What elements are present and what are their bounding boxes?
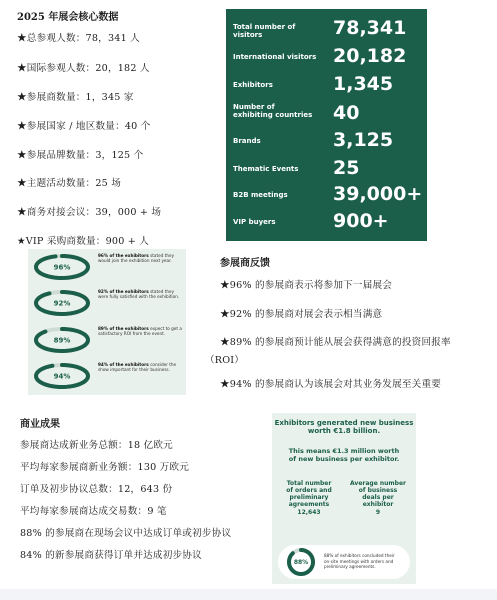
core-stat-brands: ★参展品牌数量：3，125 个 xyxy=(17,150,144,161)
survey-text-rest: stated they would join the exhibition next year. xyxy=(98,253,175,263)
panel-row-vip-buyers xyxy=(226,209,427,235)
panel-value: 900+ xyxy=(333,210,389,232)
panel-value: 39,000+ xyxy=(333,183,423,205)
panel-label: Total number of visitors xyxy=(233,23,296,39)
survey-text-lead: 89% of the exhibitors xyxy=(98,326,149,331)
survey-text-lead: 92% of the exhibitors xyxy=(98,289,149,294)
business-card xyxy=(272,413,416,584)
panel-value: 40 xyxy=(333,102,360,124)
feedback-item: ★96% 的参展商表示将参加下一届展会 xyxy=(220,280,393,291)
panel-value: 1,345 xyxy=(333,73,394,95)
survey-text xyxy=(98,326,184,336)
panel-row-international-visitors xyxy=(226,43,427,69)
survey-text-rest: stated they were fully satisfied with the exhibition. xyxy=(98,289,180,299)
panel-value: 3,125 xyxy=(333,129,394,151)
survey-text-lead: 94% of the exhibitors xyxy=(98,362,149,367)
panel-value: 78,341 xyxy=(333,17,407,39)
panel-row-brands xyxy=(226,127,427,153)
feedback-item: ★92% 的参展商对展会表示相当满意 xyxy=(220,309,383,320)
biz-right-label-4: exhibitor xyxy=(362,501,394,508)
biz-pill-text-2: on-site meetings with orders and xyxy=(324,558,394,564)
survey-row xyxy=(28,249,186,285)
core-stat-vip-buyers: ★VIP 采购商数量：900 + 人 xyxy=(17,236,150,247)
biz-sub-1: This means €1.3 million worth xyxy=(288,447,400,455)
biz-right-label-3: deals per xyxy=(362,494,394,501)
feedback-item-roi: （ROI） xyxy=(205,355,245,366)
panel-label: Brands xyxy=(233,137,261,145)
business-title: 商业成果 xyxy=(20,419,60,430)
biz-right-label-1: Average number xyxy=(350,480,406,487)
core-stat-b2b-meetings: ★商务对接会议：39，000 + 场 xyxy=(17,207,162,218)
survey-text-rest: expect to get a satisfactory ROI from the event. xyxy=(98,326,182,336)
core-stat-total-visitors: ★总参观人数：78，341 人 xyxy=(17,33,140,44)
business-item: 订单及初步协议总数：12，643 份 xyxy=(20,484,173,495)
core-stat-exhibitors: ★参展商数量：1，345 家 xyxy=(17,92,134,103)
panel-label: International visitors xyxy=(233,53,317,61)
survey-ring xyxy=(31,288,95,318)
biz-right-label-2: of business xyxy=(358,487,398,494)
feedback-title: 参展商反馈 xyxy=(220,258,270,269)
survey-ring xyxy=(31,252,95,282)
core-data-title: 2025 年展会核心数据 xyxy=(17,12,119,23)
survey-row xyxy=(28,358,186,394)
business-item: 平均每家参展商达成交易数：9 笔 xyxy=(20,506,167,517)
feedback-item: ★89% 的参展商预计能从展会获得满意的投资回报率 xyxy=(220,337,451,348)
panel-value: 25 xyxy=(333,157,360,179)
survey-text xyxy=(98,253,184,263)
biz-left-label-2: of orders and xyxy=(286,487,332,494)
biz-left-label-3: preliminary xyxy=(289,494,329,501)
survey-text xyxy=(98,362,184,372)
biz-sub-2: of new business per exhibitor. xyxy=(288,455,400,463)
biz-pill-ring xyxy=(286,547,316,577)
biz-left-value: 12,643 xyxy=(297,509,321,516)
biz-pill-text-1: 88% of exhibitors concluded their xyxy=(324,553,395,558)
survey-text xyxy=(98,289,184,299)
business-item: 84% 的新参展商获得订单并达成初步协议 xyxy=(20,550,202,561)
biz-headline-2: worth €1.8 billion. xyxy=(307,427,381,435)
panel-row-total-visitors xyxy=(226,15,427,41)
feedback-item: ★94% 的参展商认为该展会对其业务发展至关重要 xyxy=(220,379,442,390)
biz-left-label-4: agreements xyxy=(288,501,330,508)
panel-value: 20,182 xyxy=(333,45,407,67)
business-item: 平均每家参展商新业务额：130 万欧元 xyxy=(20,462,190,473)
ring-percent-label: 94% xyxy=(53,372,71,381)
stats-panel xyxy=(226,9,427,241)
panel-row-thematic-events xyxy=(226,155,427,181)
biz-pill xyxy=(278,545,410,579)
biz-right-value: 9 xyxy=(375,509,381,516)
survey-ring xyxy=(31,361,95,391)
survey-ring xyxy=(31,325,95,355)
biz-pill-text-3: preliminary agreements. xyxy=(324,564,376,569)
survey-card xyxy=(28,249,186,395)
survey-text-lead: 96% of the exhibitors xyxy=(98,253,149,258)
panel-label: VIP buyers xyxy=(233,218,276,226)
core-stat-countries: ★参展国家 / 地区数量：40 个 xyxy=(17,121,151,132)
panel-row-countries xyxy=(226,99,427,127)
core-stat-events: ★主题活动数量：25 场 xyxy=(17,178,122,189)
panel-label: Thematic Events xyxy=(233,165,299,173)
footer-bar xyxy=(0,589,497,600)
ring-percent-label: 89% xyxy=(53,336,71,345)
ring-percent-label: 96% xyxy=(53,263,71,272)
survey-row xyxy=(28,285,186,321)
biz-headline-1: Exhibitors generated new business xyxy=(274,419,414,427)
business-item: 参展商达成新业务总额：18 亿欧元 xyxy=(20,440,173,451)
core-stat-international-visitors: ★国际参观人数：20，182 人 xyxy=(17,63,150,74)
survey-row xyxy=(28,322,186,358)
panel-row-b2b-meetings xyxy=(226,181,427,207)
business-item: 88% 的参展商在现场会议中达成订单或初步协议 xyxy=(20,528,232,539)
biz-pill-text xyxy=(324,553,408,570)
ring-percent-label: 92% xyxy=(53,299,71,308)
ring-percent-label: 88% xyxy=(293,559,309,567)
panel-row-exhibitors xyxy=(226,71,427,97)
panel-label: Exhibitors xyxy=(233,81,273,89)
panel-label: B2B meetings xyxy=(233,191,288,199)
panel-label: Number of exhibiting countries xyxy=(233,103,313,119)
survey-text-rest: consider the show important for their business. xyxy=(98,362,177,372)
biz-left-label-1: Total number xyxy=(286,480,332,487)
